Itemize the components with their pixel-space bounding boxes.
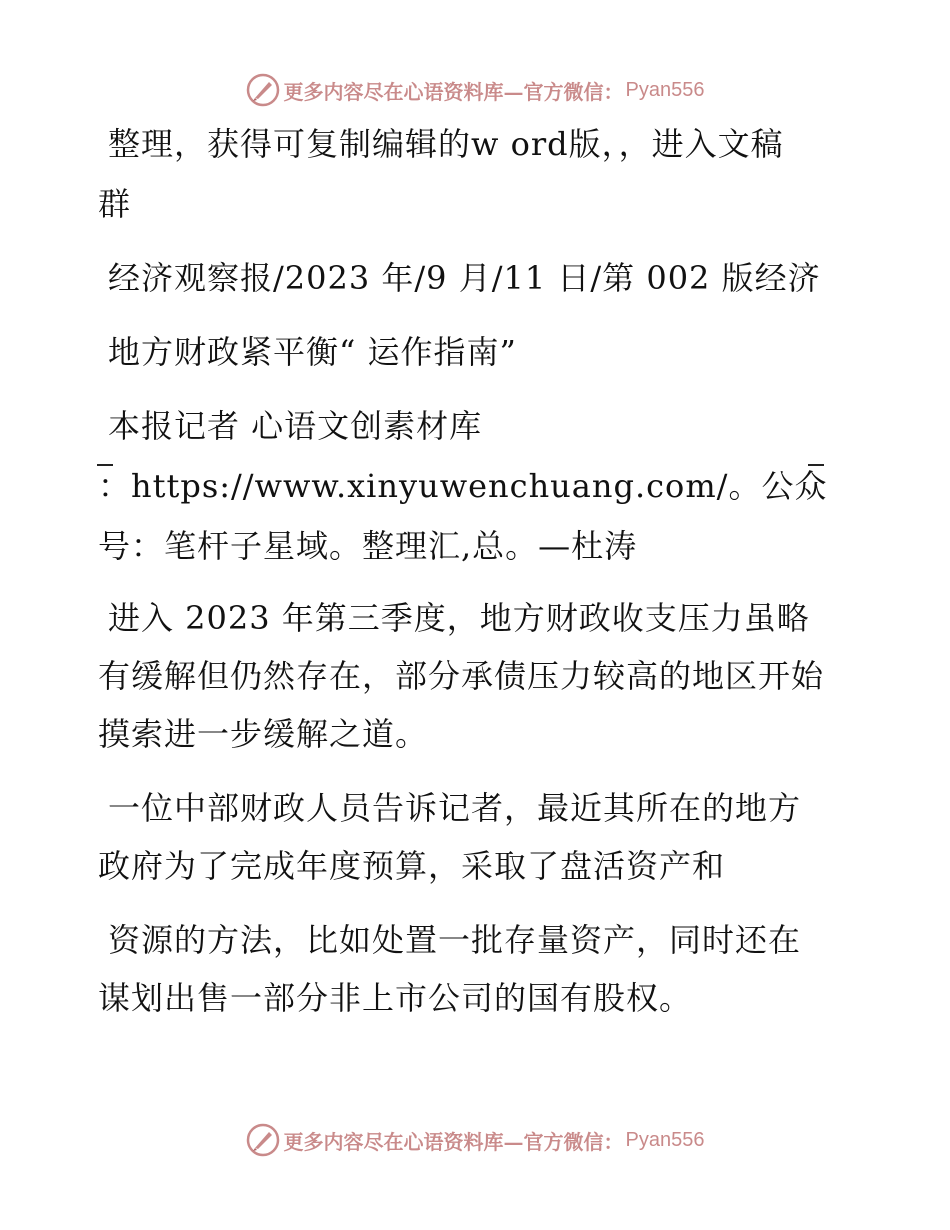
article-title: 地方财政紧平衡“ 运作指南” [108,333,517,371]
paragraph-3-line-2: 谋划出售一部分非上市公司的国有股权。 [98,979,693,1017]
paragraph-2-line-2: 政府为了完成年度预算，采取了盘活资产和 [98,847,726,885]
reporter-line: 本报记者 心语文创素材库 [108,407,483,445]
paragraph-3-line-1: 资源的方法，比如处置一批存量资产，同时还在 [108,921,802,959]
banner-wechat-id: Pyan556 [625,1128,705,1151]
text-line-1: 整理，获得可复制编辑的w ord版，，进入文稿 [108,125,784,163]
header-banner [0,70,950,110]
feather-pen-logo-icon [246,73,280,107]
paragraph-1-line-3: 摸索进一步缓解之道。 [98,715,429,753]
text-line-3: 经济观察报/2023 年/9 月/11 日/第 002 版经济 [108,259,821,297]
footer-banner [0,1120,950,1160]
text-line-2: 群 [98,185,132,223]
banner-text: 更多内容尽在心语资料库—官方微信： [283,1129,624,1154]
paragraph-2-line-1: 一位中部财政人员告诉记者，最近其所在的地方 [108,789,802,827]
banner-text: 更多内容尽在心语资料库—官方微信： [283,79,624,104]
paragraph-1-line-1: 进入 2023 年第三季度，地方财政收支压力虽略 [108,599,810,637]
paragraph-1-line-2: 有缓解但仍然存在，部分承债压力较高的地区开始 [98,657,825,695]
text-line-public-account: 号：笔杆子星域。整理汇,总。—杜涛 [98,527,638,565]
banner-wechat-id: Pyan556 [625,78,705,101]
text-line-website: ：https://www.xinyuwenchuang.com/。公众 [98,467,828,505]
feather-pen-logo-icon [246,1123,280,1157]
